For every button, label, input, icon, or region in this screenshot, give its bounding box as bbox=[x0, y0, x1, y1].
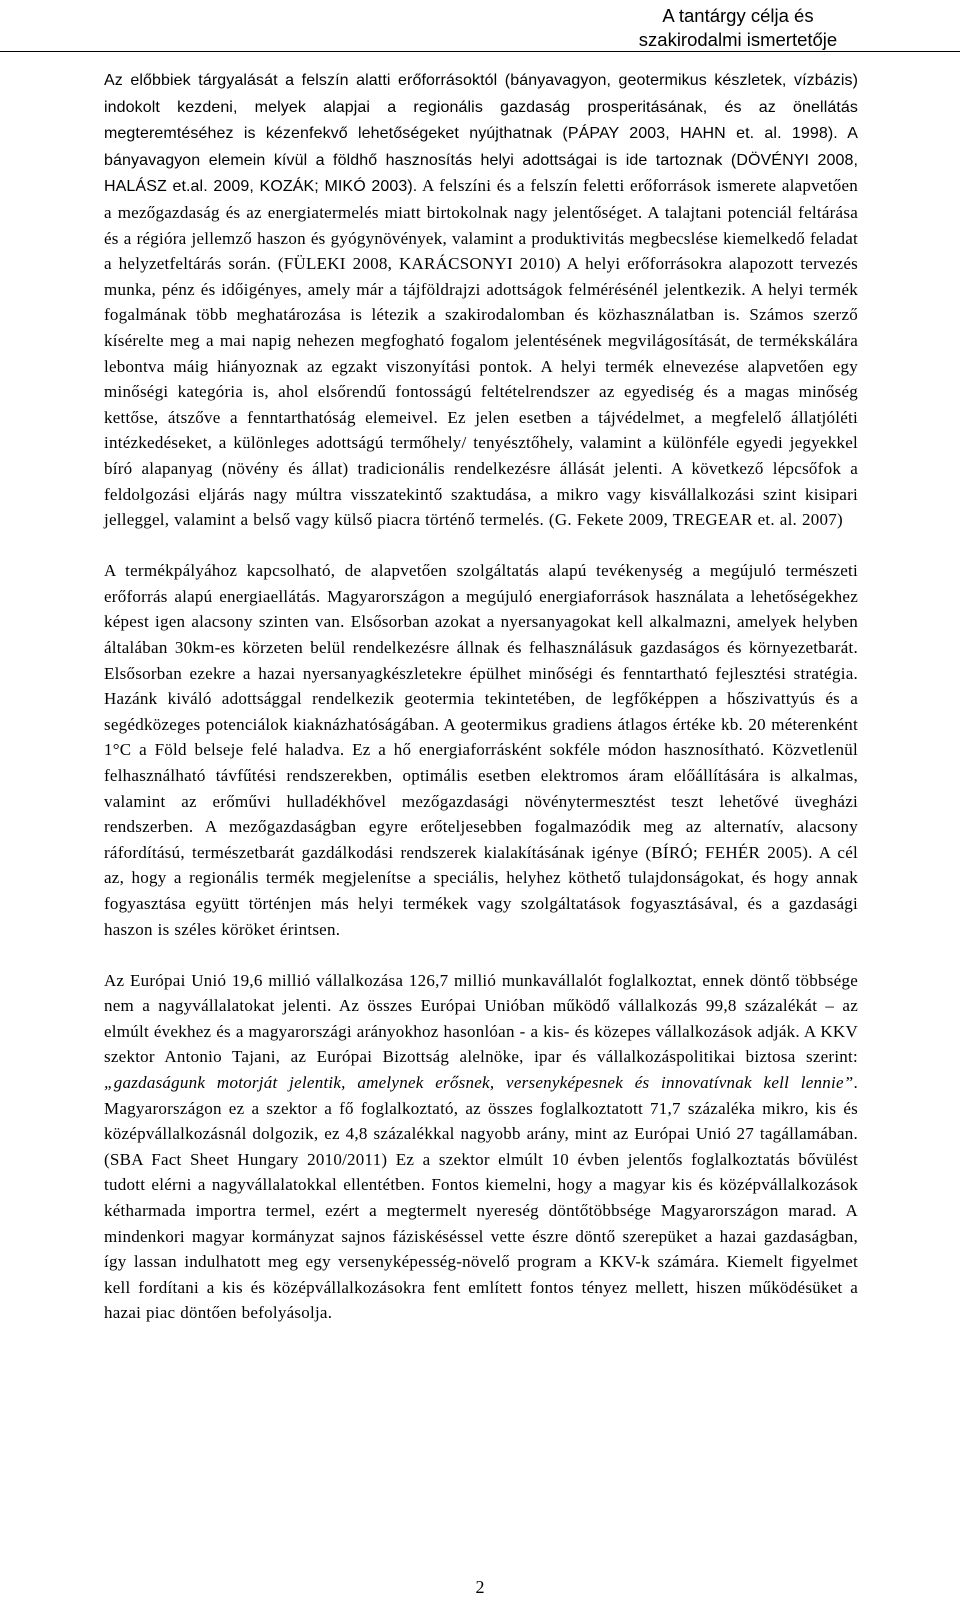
paragraph-smes-intro: Az Európai Unió 19,6 millió vállalkozása 126,7 millió munkavállalót foglalkoztat, ennek döntő többsége nem a nagyvállalatokat jelenti. Az összes Európai Unióban működő vállalkozás 99,8 százalékát – az elmúlt évekhez és a magyarországi arányokhoz hasonlóan - a kis- és közepes vállalkozások adják. A KKV szektor Antonio Tajani, az Európai Bizottság alelnöke, ipar és vállalkozáspolitikai biztosa szerint: bbox=[104, 970, 858, 1067]
paragraph-smes bbox=[104, 968, 858, 1326]
paragraph-resources bbox=[104, 67, 858, 533]
paragraph-resources-serif-part: A felszíni és a felszín feletti erőforrások ismerete alapvetően a mezőgazdaság és az energiatermelés miatt birtokolnak nagy jelentőséget. A talajtani potenciál feltárása és a régióra jellemző haszon és gyógynövények, valamint a produktivitás megbecslése kiemelkedő feladat a helyzetfeltárás során. (FÜLEKI 2008, KARÁCSONYI 2010) A helyi erőforrásokra alapozott tervezés munka, pénz és időigényes, amely már a tájföldrajzi adottságok felmérésénél jelentkezik. A helyi termék fogalmának több meghatározása is létezik a szakirodalomban és közhasználatban is. Számos szerző kísérelte meg a mai napig nehezen megfogható fogalom jelentésének megvilágosítását, de termékskálára lebontva máig hiányoznak az egzakt viszonyítási pontok. A helyi termék elnevezése alapvetően egy minőségi kategória is, ahol elsőrendű fontosságú feltételrendszer az egyediség és a magas minőség kettőse, átszőve a fenntarthatóság elemeivel. Ez jelen esetben a tájvédelmet, a megfelelő állatjóléti intézkedéseket, a különleges adottságú termőhely/ tenyésztőhely, valamint a különféle egyedi jegyekkel bíró alapanyag (növény és állat) tradicionális rendelkezésre állását jelenti. A következő lépcsőfok a feldolgozási eljárás nagy múltra visszatekintő szaktudása, a mikro vagy kisvállalkozási szint kisipari jelleggel, valamint a belső vagy külső piacra történő termelés. (G. Fekete 2009, TREGEAR et. al. 2007) bbox=[104, 176, 858, 530]
quote-tajani: „gazdaságunk motorját jelentik, amelynek erősnek, versenyképesnek és innovatívnak kell lennie” bbox=[104, 1072, 854, 1092]
paragraph-energy: A termékpályához kapcsolható, de alapvetően szolgáltatás alapú tevékenység a megújuló természeti erőforrás alapú energiaellátás. Magyarországon a megújuló energiaforrások használata a lehetőségekhez képest igen alacsony szinten van. Elsősorban azokat a nyersanyagokat kell alkalmazni, amelyek helyben általában 30km-es körzeten belül rendelkezésre állnak és felhasználásuk gazdaságos és környezetbarát. Elsősorban ezekre a hazai nyersanyagkészletekre épülhet minőségi és fenntartható fejlesztési stratégia. Hazánk kiváló adottsággal rendelkezik geotermia tekintetében, de legfőképpen a hőszivattyús és a segédközeges potenciálok kiaknázhatóságában. A geotermikus gradiens átlagos értéke kb. 20 méterenként 1°C a Föld belseje felé haladva. Ez a hő energiaforrásként sokféle módon hasznosítható. Közvetlenül felhasználható távfűtési rendszerekben, optimális esetben elektromos áram előállítására is alkalmas, valamint az erőművi hulladékhővel mezőgazdasági növénytermesztést teszt lehetővé üvegházi rendszerben. A mezőgazdaságban egyre erőteljesebben fogalmazódik meg az alternatív, alacsony ráfordítású, természetbarát gazdálkodási rendszerek kialakításának igénye (BÍRÓ; FEHÉR 2005). A cél az, hogy a regionális termék megjelenítse a speciális, helyhez köthető tulajdonságokat, és hogy annak fogyasztása együtt történjen más helyi termékek vagy szolgáltatások fogyasztásával, és a gazdasági haszon is széles köröket érintsen. bbox=[104, 561, 858, 939]
paragraph-resources-sans-part: Az előbbiek tárgyalását a felszín alatti erőforrásoktól (bányavagyon, geotermikus készletek, vízbázis) indokolt kezdeni, melyek alapjai a regionális gazdaság prosperitásának, és az önellátás megteremtéséhez is kézenfekvő lehetőségeket nyújthatnak (PÁPAY 2003, HAHN et. al. 1998). A bányavagyon elemein kívül a földhő hasznosítás helyi adottságai is ide tartoznak (DÖVÉNYI 2008, HALÁSZ et.al. 2009, KOZÁK; MIKÓ 2003). bbox=[104, 72, 858, 196]
running-header bbox=[538, 4, 938, 52]
header-line-1: A tantárgy célja és bbox=[662, 5, 814, 26]
paragraph-smes-rest: . Magyarországon ez a szektor a fő foglalkoztató, az összes foglalkoztatott 71,7 százaléka mikro, kis és középvállalkozásnál dolgozik, ez 4,8 százalékkal nagyobb arány, mint az Európai Unió 27 tagállamában. (SBA Fact Sheet Hungary 2010/2011) Ez a szektor elmúlt 10 évben jelentős foglalkoztatás bővülést tudott elérni a nagyvállalatokkal ellentétben. Fontos kiemelni, hogy a magyar kis és középvállalkozások kétharmada importra termel, ezért a megtermelt nyereség döntőtöbbsége Magyarországon marad. A mindenkori magyar kormányzat sajnos fáziskéséssel vette észre döntő szerepüket a hazai gazdaságban, így lassan indulhatott meg egy versenyképesség-növelő program a KKV-k számára. Kiemelt figyelmet kell fordítani a kis és középvállalkozásokra fent említett fontos tényez mellett, hiszen működésüket a hazai piac döntően befolyásolja. bbox=[104, 1072, 858, 1323]
header-line-2: szakirodalmi ismertetője bbox=[638, 29, 838, 50]
page-number: 2 bbox=[475, 1577, 485, 1597]
document-body bbox=[104, 67, 858, 1326]
header-divider bbox=[0, 51, 960, 52]
